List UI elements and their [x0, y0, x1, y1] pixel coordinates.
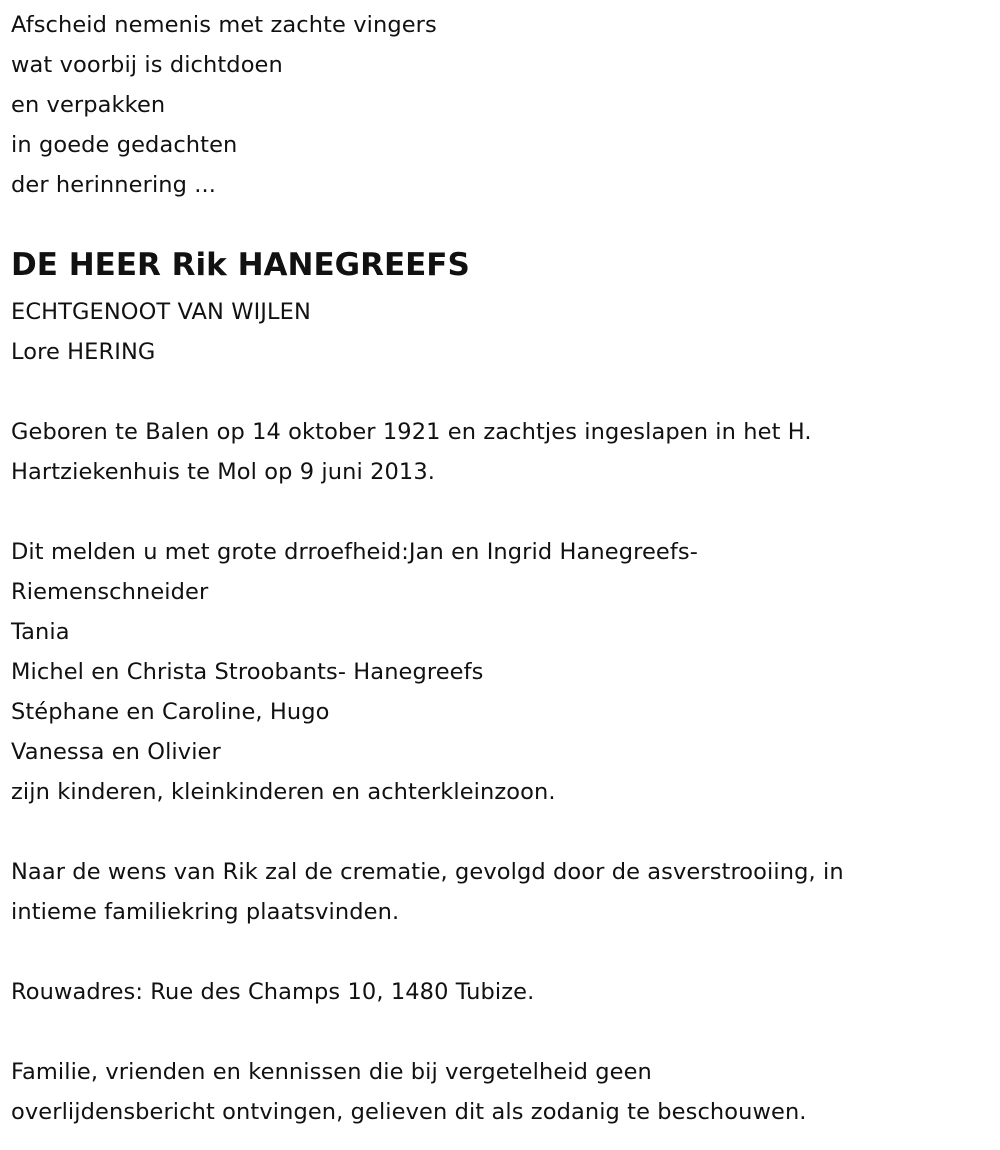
family-line: Tania	[11, 619, 70, 645]
family-line: Vanessa en Olivier	[11, 739, 221, 765]
birth-paragraph	[11, 412, 1000, 492]
cremation-line: Naar de wens van Rik zal de crematie, gevolgd door de asverstrooiing, in	[11, 859, 844, 885]
poem-line: der herinnering ...	[11, 172, 217, 198]
poem-line: en verpakken	[11, 92, 166, 118]
subtitle-line: Lore HERING	[11, 339, 156, 365]
mourning-address: Rouwadres: Rue des Champs 10, 1480 Tubize.	[11, 979, 535, 1005]
birth-line: Hartziekenhuis te Mol op 9 juni 2013.	[11, 459, 436, 485]
family-line: zijn kinderen, kleinkinderen en achterkleinzoon.	[11, 779, 556, 805]
closing-line: Familie, vrienden en kennissen die bij vergetelheid geen	[11, 1059, 652, 1085]
closing-line: overlijdensbericht ontvingen, gelieven dit als zodanig te beschouwen.	[11, 1099, 807, 1125]
family-line: Dit melden u met grote drroefheid:Jan en Ingrid Hanegreefs-	[11, 539, 698, 565]
birth-line: Geboren te Balen op 14 oktober 1921 en zachtjes ingeslapen in het H.	[11, 419, 812, 445]
family-line: Michel en Christa Stroobants- Hanegreefs	[11, 659, 484, 685]
poem	[11, 5, 1000, 205]
closing-paragraph	[11, 1052, 1000, 1132]
poem-line: in goede gedachten	[11, 132, 238, 158]
family-line: Stéphane en Caroline, Hugo	[11, 699, 330, 725]
poem-line: Afscheid nemenis met zachte vingers	[11, 12, 437, 38]
cremation-paragraph	[11, 852, 1000, 932]
subtitle-line: ECHTGENOOT VAN WIJLEN	[11, 299, 311, 325]
poem-line: wat voorbij is dichtdoen	[11, 52, 283, 78]
family-line: Riemenschneider	[11, 579, 209, 605]
cremation-line: intieme familiekring plaatsvinden.	[11, 899, 400, 925]
family-paragraph	[11, 532, 1000, 812]
deceased-name-title: DE HEER Rik HANEGREEFS	[11, 247, 470, 283]
